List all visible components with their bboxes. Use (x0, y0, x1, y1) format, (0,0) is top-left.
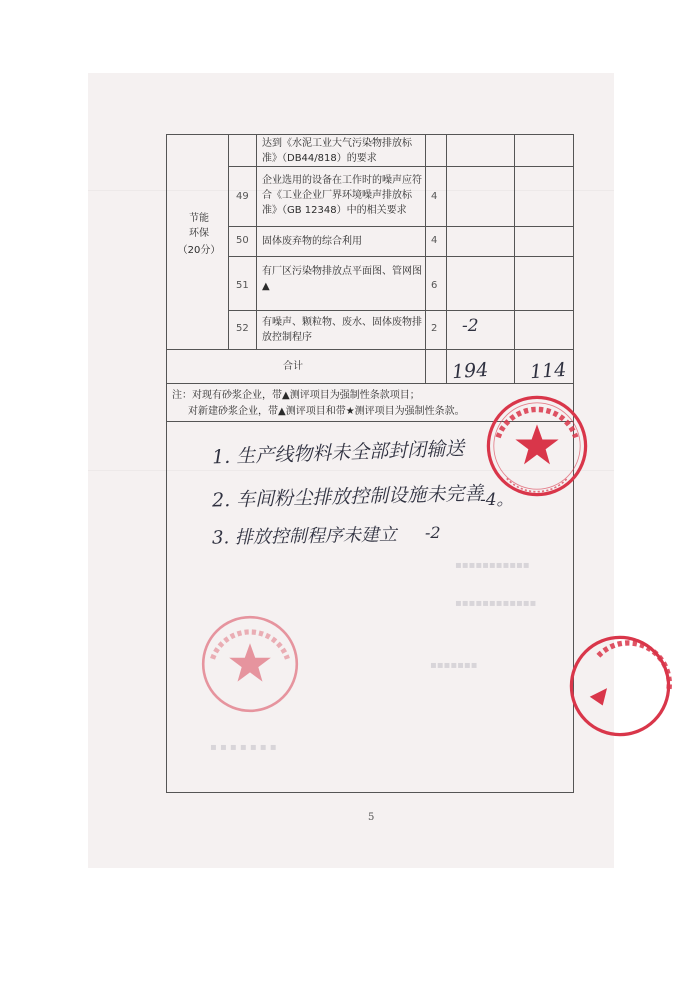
official-seal (198, 612, 302, 716)
table-grid (228, 226, 574, 227)
row-number: 51 (236, 280, 249, 291)
row-number: 52 (236, 323, 249, 334)
page-number: 5 (368, 812, 375, 823)
row-score: 2 (431, 323, 438, 334)
bleed-through: ▪▪▪▪▪▪▪▪▪▪▪ (455, 560, 530, 571)
bleed-through: ▪▪▪▪▪▪▪ (430, 660, 478, 671)
handwritten-comment-1: 1. 生产线物料未全部封闭输送 (211, 437, 465, 469)
row-text: 达到《水泥工业大气污染物排放标准》（DB44/818）的要求 (262, 138, 412, 164)
note-line-1: 注：对现有砂浆企业，带▲测评项目为强制性条款项目； (172, 390, 420, 401)
total-label: 合计 (283, 361, 303, 372)
table-grid (446, 134, 447, 383)
row-number: 50 (236, 235, 249, 246)
row-text: 企业选用的设备在工作时的噪声应符合《工业企业厂界环境噪声排放标准》（GB 12348）中的相关要求 (262, 175, 422, 216)
row-score: 4 (431, 191, 438, 202)
row-number: 49 (236, 191, 249, 202)
row-score: 6 (431, 280, 438, 291)
total-actual: 114 (529, 358, 567, 384)
table-grid (514, 134, 515, 383)
row-text: 有厂区污染物排放点平面图、管网图▲ (262, 266, 422, 292)
row-text: 固体废弃物的综合利用 (262, 236, 362, 247)
handwritten-deduction-2: -4。 (480, 490, 514, 510)
handwritten-deduction-3: -2 (425, 523, 441, 542)
table-grid (228, 166, 574, 167)
handwritten-comment-2: 2. 车间粉尘排放控制设施未完善 (211, 482, 484, 512)
total-score: 194 (451, 358, 489, 384)
table-grid (166, 383, 574, 384)
bleed-through: ▪ ▪ ▪ ▪ ▪ ▪ ▪ (210, 742, 277, 753)
category-score: （20分） (177, 245, 221, 256)
row-text: 有噪声、颗粒物、废水、固体废物排放控制程序 (262, 317, 422, 343)
table-grid (228, 256, 574, 257)
note-line-2: 对新建砂浆企业，带▲测评项目和带★测评项目为强制性条款。 (188, 406, 465, 417)
row-score: 4 (431, 235, 438, 246)
table-grid (166, 349, 574, 350)
bleed-through: ▪▪▪▪▪▪▪▪▪▪▪▪ (455, 598, 537, 609)
category-label: 节能 环保 (189, 213, 209, 239)
table-grid (425, 134, 426, 383)
handwritten-deduction: -2 (462, 316, 479, 336)
handwritten-comment-3: 3. 排放控制程序未建立 (211, 524, 398, 549)
company-seal-partial (560, 632, 680, 740)
company-seal (478, 392, 596, 500)
table-grid (228, 310, 574, 311)
